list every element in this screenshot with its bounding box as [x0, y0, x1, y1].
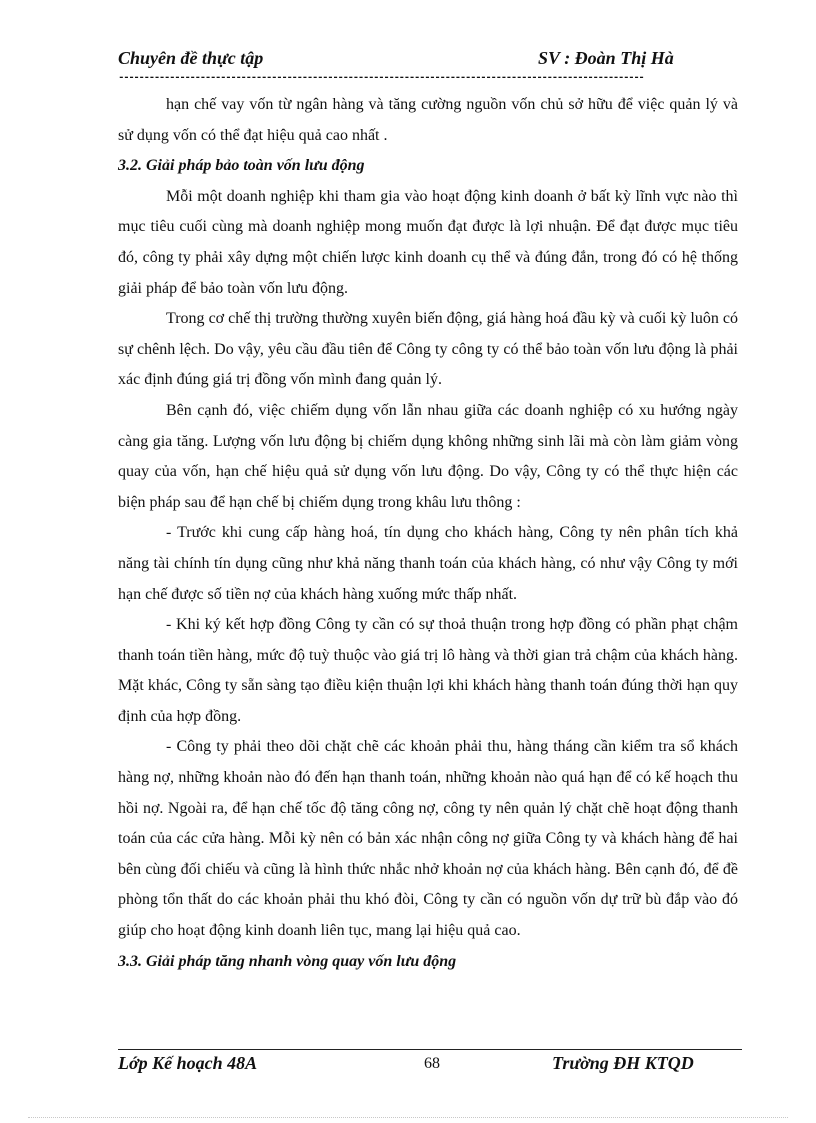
- page-bottom-border: [28, 1117, 788, 1118]
- section-heading-3-3: 3.3. Giải pháp tăng nhanh vòng quay vốn lưu động: [118, 952, 457, 970]
- footer-university: Trường ĐH KTQD: [552, 1053, 694, 1073]
- list-item-receivables-monitoring: - Công ty phải theo dõi chặt chẽ các khoản phải thu, hàng tháng cần kiểm tra sổ khách hàng nợ, những khoản nào đó đến hạn thanh toán, những khoản nào quá hạn để có kế hoạch thu hồi nợ. Ngoài ra, để hạn chế tốc độ tăng công nợ, công ty nên quản lý chặt chẽ hoạt động thanh toán của các cửa hàng. Mỗi kỳ nên có bản xác nhận công nợ giữa Công ty và khách hàng để hai bên cùng đối chiếu và cũng là hình thức nhắc nhở khoản nợ của khách hàng. Bên cạnh đó, để đề phòng tổn thất do các khoản phải thu khó đòi, Công ty cần có nguồn vốn dự trữ bù đắp vào đó giúp cho hoạt động kinh doanh liên tục, mang lại hiệu quả cao.: [118, 738, 738, 940]
- paragraph-capital-appropriation: Bên cạnh đó, việc chiếm dụng vốn lẫn nhau giữa các doanh nghiệp có xu hướng ngày càng gia tăng. Lượng vốn lưu động bị chiếm dụng không những sinh lãi mà còn làm giảm vòng quay của vốn, hạn chế hiệu quả sử dụng vốn lưu động. Do vậy, Công ty có thể thực hiện các biện pháp sau để hạn chế bị chiếm dụng trong khâu lưu thông :: [118, 401, 738, 511]
- page-header: [118, 48, 688, 72]
- paragraph-market-mechanism: Trong cơ chế thị trường thường xuyên biến động, giá hàng hoá đầu kỳ và cuối kỳ luôn có sự chênh lệch. Do vậy, yêu cầu đầu tiên để Công ty công ty có thể bảo toàn vốn lưu động là phải xác định đúng giá trị đồng vốn mình đang quản lý.: [118, 310, 738, 389]
- footer-class: Lớp Kế hoạch 48A: [118, 1053, 258, 1073]
- list-item-credit-analysis: - Trước khi cung cấp hàng hoá, tín dụng cho khách hàng, Công ty nên phân tích khả năng tài chính tín dụng cũng như khả năng thanh toán của khách hàng, có như vậy Công ty mới hạn chế được số tiền nợ của khách hàng xuống mức thấp nhất.: [118, 524, 738, 603]
- header-divider: -------------------------------------------------------------------------------------------------------: [118, 72, 644, 84]
- header-title: Chuyên đề thực tập: [118, 48, 264, 68]
- page-footer: [118, 1053, 742, 1077]
- footer-divider: [118, 1049, 742, 1050]
- paragraph-objective: Mỗi một doanh nghiệp khi tham gia vào hoạt động kinh doanh ở bất kỳ lĩnh vực nào thì mục tiêu cuối cùng mà doanh nghiệp mong muốn đạt được là lợi nhuận. Để đạt được mục tiêu đó, công ty phải xây dựng một chiến lược kinh doanh cụ thể và đúng đắn, trong đó có hệ thống giải pháp để bảo toàn vốn lưu động.: [118, 187, 738, 297]
- page-body: [118, 90, 738, 977]
- section-heading-3-2: 3.2. Giải pháp bảo toàn vốn lưu động: [118, 157, 365, 175]
- list-item-contract-terms: - Khi ký kết hợp đồng Công ty cần có sự thoả thuận trong hợp đồng có phần phạt chậm thanh toán tiền hàng, mức độ tuỳ thuộc vào giá trị lô hàng và thời gian trả chậm của khách hàng. Mặt khác, Công ty sẵn sàng tạo điều kiện thuận lợi khi khách hàng thanh toán đúng thời hạn quy định của hợp đồng.: [118, 616, 738, 725]
- page-number: 68: [424, 1055, 440, 1072]
- paragraph-continuation: hạn chế vay vốn từ ngân hàng và tăng cường nguồn vốn chủ sở hữu để việc quản lý và sử dụng vốn có thể đạt hiệu quả cao nhất .: [118, 96, 738, 144]
- header-author: SV : Đoàn Thị Hà: [538, 48, 674, 68]
